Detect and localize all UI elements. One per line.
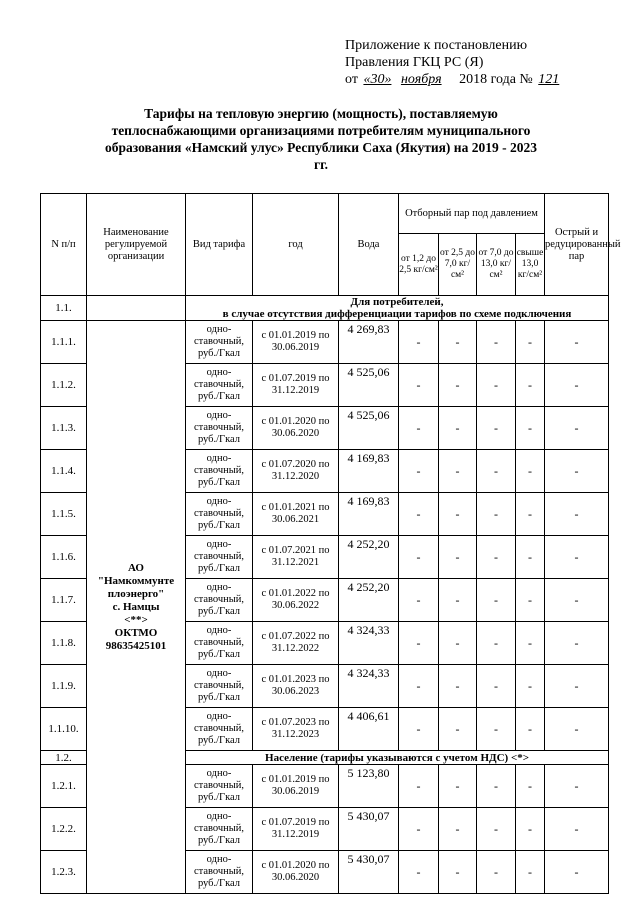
empty-value: - bbox=[516, 808, 545, 851]
empty-value: - bbox=[439, 765, 477, 808]
row-number: 1.2.2. bbox=[41, 808, 87, 851]
organization-cell bbox=[87, 321, 186, 894]
header-from: от bbox=[345, 72, 358, 87]
organization-line: АО bbox=[128, 561, 144, 574]
empty-value: - bbox=[399, 708, 439, 751]
empty-value: - bbox=[545, 579, 609, 622]
empty-value: - bbox=[516, 622, 545, 665]
empty-value: - bbox=[477, 536, 516, 579]
empty-value: - bbox=[439, 622, 477, 665]
water-price: 4 252,20 bbox=[339, 579, 399, 622]
empty-value: - bbox=[439, 321, 477, 364]
header-day: «30» bbox=[363, 72, 392, 87]
header-line-3 bbox=[345, 71, 561, 88]
empty-value: - bbox=[516, 493, 545, 536]
period: с 01.01.2022 по 30.06.2022 bbox=[253, 579, 339, 622]
empty-value: - bbox=[439, 364, 477, 407]
col-p3: от 7,0 до 13,0 кг/см² bbox=[477, 234, 516, 296]
empty-value: - bbox=[399, 364, 439, 407]
section-title: Население (тарифы указываются с учетом НДС) <*> bbox=[186, 751, 609, 765]
tariff-type: одно- ставочный, руб./Гкал bbox=[186, 536, 253, 579]
empty-value: - bbox=[399, 851, 439, 894]
section-title-line-1: Для потребителей, bbox=[350, 296, 444, 308]
empty-value: - bbox=[477, 364, 516, 407]
col-p4: свыше 13,0 кг/см² bbox=[516, 234, 545, 296]
empty-value: - bbox=[516, 450, 545, 493]
tariff-type: одно- ставочный, руб./Гкал bbox=[186, 579, 253, 622]
col-num: N п/п bbox=[41, 194, 87, 296]
empty-value: - bbox=[439, 708, 477, 751]
empty-value: - bbox=[477, 808, 516, 851]
tariff-type: одно- ставочный, руб./Гкал bbox=[186, 765, 253, 808]
organization-spacer bbox=[87, 296, 186, 321]
water-price: 4 525,06 bbox=[339, 407, 399, 450]
empty-value: - bbox=[545, 450, 609, 493]
header-month: ноября bbox=[400, 72, 442, 87]
empty-value: - bbox=[399, 493, 439, 536]
col-steam-group: Отборный пар под давлением bbox=[399, 194, 545, 234]
empty-value: - bbox=[516, 708, 545, 751]
organization-line: плоэнерго" bbox=[107, 587, 165, 600]
col-tariff-type: Вид тарифа bbox=[186, 194, 253, 296]
period: с 01.01.2020 по 30.06.2020 bbox=[253, 407, 339, 450]
organization-line: "Намкоммунте bbox=[97, 574, 175, 587]
empty-value: - bbox=[545, 321, 609, 364]
water-price: 4 269,83 bbox=[339, 321, 399, 364]
row-number: 1.2.3. bbox=[41, 851, 87, 894]
row-number: 1.1.3. bbox=[41, 407, 87, 450]
empty-value: - bbox=[399, 579, 439, 622]
header-number: 121 bbox=[538, 72, 560, 87]
empty-value: - bbox=[439, 851, 477, 894]
water-price: 4 169,83 bbox=[339, 450, 399, 493]
empty-value: - bbox=[399, 665, 439, 708]
row-number: 1.2.1. bbox=[41, 765, 87, 808]
row-number: 1.1.5. bbox=[41, 493, 87, 536]
empty-value: - bbox=[477, 407, 516, 450]
empty-value: - bbox=[516, 579, 545, 622]
empty-value: - bbox=[516, 765, 545, 808]
section-number: 1.1. bbox=[41, 296, 87, 321]
tariff-type: одно- ставочный, руб./Гкал bbox=[186, 364, 253, 407]
tariff-type: одно- ставочный, руб./Гкал bbox=[186, 665, 253, 708]
empty-value: - bbox=[545, 765, 609, 808]
water-price: 4 324,33 bbox=[339, 665, 399, 708]
empty-value: - bbox=[439, 579, 477, 622]
empty-value: - bbox=[516, 851, 545, 894]
col-sharp-steam: Острый и редуцированный пар bbox=[545, 194, 609, 296]
period: с 01.01.2019 по 30.06.2019 bbox=[253, 321, 339, 364]
empty-value: - bbox=[439, 665, 477, 708]
empty-value: - bbox=[516, 665, 545, 708]
section-number: 1.2. bbox=[41, 751, 87, 765]
period: с 01.07.2022 по 31.12.2022 bbox=[253, 622, 339, 665]
empty-value: - bbox=[477, 450, 516, 493]
empty-value: - bbox=[439, 450, 477, 493]
empty-value: - bbox=[545, 665, 609, 708]
empty-value: - bbox=[516, 536, 545, 579]
col-year: год bbox=[253, 194, 339, 296]
row-number: 1.1.10. bbox=[41, 708, 87, 751]
empty-value: - bbox=[399, 321, 439, 364]
period: с 01.07.2019 по 31.12.2019 bbox=[253, 364, 339, 407]
empty-value: - bbox=[399, 536, 439, 579]
header-year: 2018 года № bbox=[459, 72, 533, 87]
empty-value: - bbox=[477, 765, 516, 808]
empty-value: - bbox=[477, 665, 516, 708]
water-price: 4 324,33 bbox=[339, 622, 399, 665]
empty-value: - bbox=[477, 622, 516, 665]
organization-line: ОКТМО bbox=[114, 626, 158, 639]
period: с 01.01.2020 по 30.06.2020 bbox=[253, 851, 339, 894]
empty-value: - bbox=[439, 536, 477, 579]
empty-value: - bbox=[516, 364, 545, 407]
empty-value: - bbox=[439, 808, 477, 851]
tariff-table bbox=[40, 193, 621, 894]
empty-value: - bbox=[545, 364, 609, 407]
water-price: 5 123,80 bbox=[339, 765, 399, 808]
row-number: 1.1.1. bbox=[41, 321, 87, 364]
empty-value: - bbox=[516, 321, 545, 364]
period: с 01.01.2023 по 30.06.2023 bbox=[253, 665, 339, 708]
empty-value: - bbox=[545, 622, 609, 665]
tariff-type: одно- ставочный, руб./Гкал bbox=[186, 407, 253, 450]
tariff-type: одно- ставочный, руб./Гкал bbox=[186, 808, 253, 851]
empty-value: - bbox=[545, 708, 609, 751]
tariff-type: одно- ставочный, руб./Гкал bbox=[186, 321, 253, 364]
empty-value: - bbox=[545, 851, 609, 894]
document-header bbox=[345, 37, 561, 88]
col-p2: от 2,5 до 7,0 кг/см² bbox=[439, 234, 477, 296]
water-price: 4 406,61 bbox=[339, 708, 399, 751]
empty-value: - bbox=[399, 407, 439, 450]
col-org: Наименование регулируемой организации bbox=[87, 194, 186, 296]
empty-value: - bbox=[545, 407, 609, 450]
row-number: 1.1.4. bbox=[41, 450, 87, 493]
period: с 01.07.2023 по 31.12.2023 bbox=[253, 708, 339, 751]
empty-value: - bbox=[439, 407, 477, 450]
empty-value: - bbox=[477, 321, 516, 364]
organization-line: с. Намцы bbox=[112, 600, 160, 613]
row-number: 1.1.9. bbox=[41, 665, 87, 708]
row-number: 1.1.2. bbox=[41, 364, 87, 407]
section-title bbox=[186, 296, 609, 321]
empty-value: - bbox=[439, 493, 477, 536]
tariff-type: одно- ставочный, руб./Гкал bbox=[186, 851, 253, 894]
header-line-2: Правления ГКЦ РС (Я) bbox=[345, 55, 484, 70]
water-price: 4 525,06 bbox=[339, 364, 399, 407]
empty-value: - bbox=[477, 708, 516, 751]
col-water: Вода bbox=[339, 194, 399, 296]
water-price: 4 169,83 bbox=[339, 493, 399, 536]
empty-value: - bbox=[477, 579, 516, 622]
empty-value: - bbox=[399, 450, 439, 493]
empty-value: - bbox=[477, 851, 516, 894]
empty-value: - bbox=[477, 493, 516, 536]
empty-value: - bbox=[545, 493, 609, 536]
empty-value: - bbox=[399, 765, 439, 808]
organization-line: <**> bbox=[124, 613, 148, 626]
water-price: 4 252,20 bbox=[339, 536, 399, 579]
period: с 01.07.2020 по 31.12.2020 bbox=[253, 450, 339, 493]
tariff-type: одно- ставочный, руб./Гкал bbox=[186, 450, 253, 493]
empty-value: - bbox=[516, 407, 545, 450]
period: с 01.01.2021 по 30.06.2021 bbox=[253, 493, 339, 536]
empty-value: - bbox=[545, 808, 609, 851]
period: с 01.01.2019 по 30.06.2019 bbox=[253, 765, 339, 808]
water-price: 5 430,07 bbox=[339, 851, 399, 894]
empty-value: - bbox=[399, 808, 439, 851]
tariff-type: одно- ставочный, руб./Гкал bbox=[186, 708, 253, 751]
row-number: 1.1.8. bbox=[41, 622, 87, 665]
section-title-line-2: в случае отсутствия дифференциации тарифов по схеме подключения bbox=[222, 308, 572, 320]
col-p1: от 1,2 до 2,5 кг/см² bbox=[399, 234, 439, 296]
document-title: Тарифы на тепловую энергию (мощность), поставляемую теплоснабжающими организациями потребителям муниципального образования «Намский улус» Республики Саха (Якутия) на 2019 - 2023 гг. bbox=[105, 106, 537, 172]
water-price: 5 430,07 bbox=[339, 808, 399, 851]
empty-value: - bbox=[545, 536, 609, 579]
organization-line: 98635425101 bbox=[105, 639, 167, 652]
header-line-1: Приложение к постановлению bbox=[345, 38, 528, 53]
tariff-type: одно- ставочный, руб./Гкал bbox=[186, 622, 253, 665]
empty-value: - bbox=[399, 622, 439, 665]
tariff-type: одно- ставочный, руб./Гкал bbox=[186, 493, 253, 536]
row-number: 1.1.7. bbox=[41, 579, 87, 622]
period: с 01.07.2021 по 31.12.2021 bbox=[253, 536, 339, 579]
section-row bbox=[41, 296, 609, 321]
table-row bbox=[41, 321, 609, 364]
period: с 01.07.2019 по 31.12.2019 bbox=[253, 808, 339, 851]
row-number: 1.1.6. bbox=[41, 536, 87, 579]
